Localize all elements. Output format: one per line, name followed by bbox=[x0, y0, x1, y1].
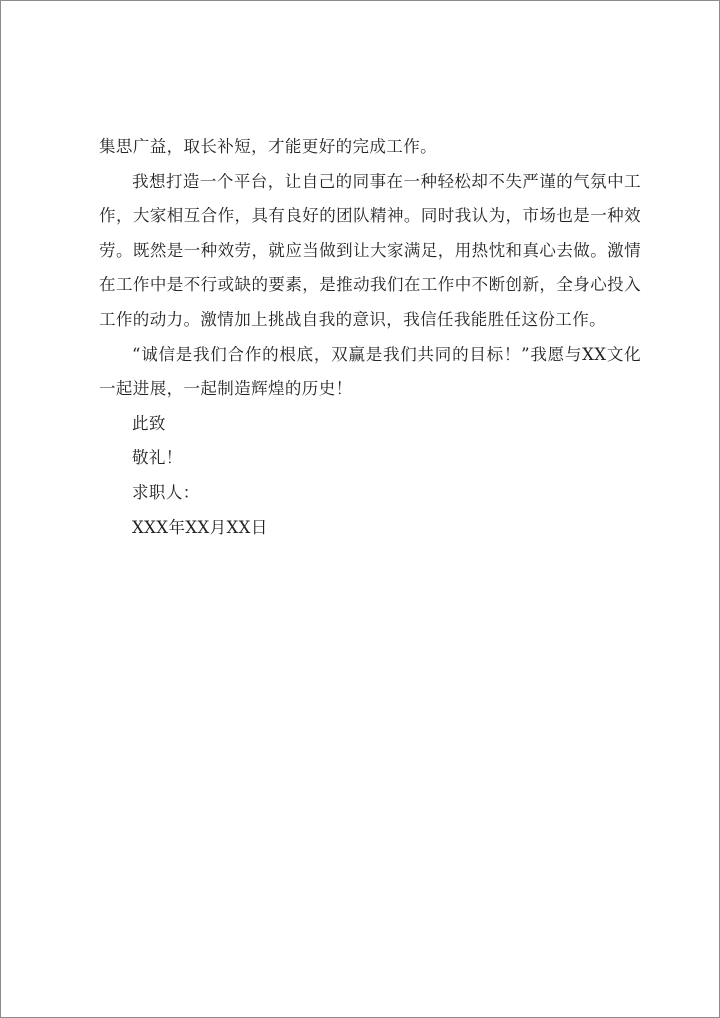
letter-body bbox=[99, 130, 641, 545]
paragraph-integrity-quote: “诚信是我们合作的根底，双赢是我们共同的目标！”我愿与XX文化一起进展，一起制造辉煌的历史！ bbox=[99, 344, 641, 399]
paragraph-platform: 我想打造一个平台，让自己的同事在一种轻松却不失严谨的气氛中工作，大家相互合作，具有良好的团队精神。同时我认为，市场也是一种效劳。既然是一种效劳，就应当做到让大家满足，用热忱和真心去做。激情在工作中是不行或缺的要素，是推动我们在工作中不断创新，全身心投入工作的动力。激情加上挑战自我的意识，我信任我能胜任这份工作。 bbox=[99, 171, 641, 329]
closing-regards: 敬礼！ bbox=[132, 448, 183, 468]
applicant-label: 求职人： bbox=[132, 482, 200, 502]
letter-date: XXX年XX月XX日 bbox=[132, 517, 268, 537]
closing-salutation: 此致 bbox=[132, 413, 166, 433]
paragraph-continuation: 集思广益，取长补短，才能更好的完成工作。 bbox=[99, 137, 437, 156]
